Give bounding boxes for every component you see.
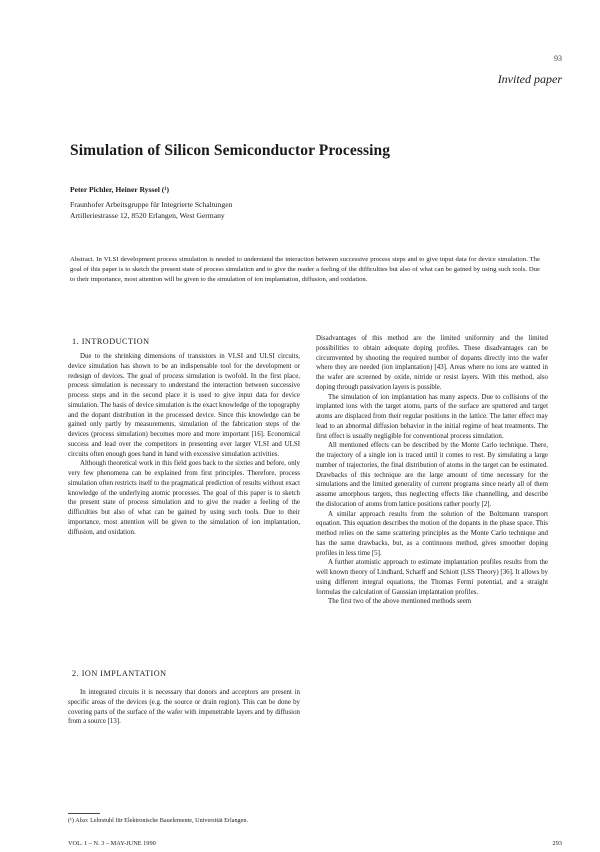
right-column [316,334,548,607]
article-type-label: Invited paper [497,72,562,86]
left-column-intro [68,352,300,537]
affiliation-line-1: Fraunhofer Arbeitsgruppe für Integrierte Schaltungen [70,200,233,209]
right-paragraph-3: All mentioned effects can be described by the Monte Carlo technique. There, the trajectory of a single ion is traced until it comes to rest. By simulating a large number of trajectories, the final distribution of atoms in the target can be estimated. Drawbacks of this technique are the large amount of time necessary for the simulations and the limited generality of current programs since nearly all of them assume amorphous targets, thus neglecting effects like channelling, and describe the dislocation of atoms from lattice positions rather poorly [2]. [316,442,548,508]
ion-paragraph-1: In integrated circuits it is necessary that donors and acceptors are present in specific areas of the devices (e.g. the source or drain region). This can be done by covering parts of the surface of the wafer with impenetrable layers and by diffusion from a source [13]. [68,689,300,726]
journal-issue-footer: VOL. 1 – N. 3 – MAY-JUNE 1990 [68,840,156,847]
right-paragraph-2: The simulation of ion implantation has many aspects. Due to collisions of the implanted ions with the target atoms, parts of the surface are sputtered and target atoms are displaced from their regular positions in the lattice. The latter effect may lead to an abnormal diffusion behavior in the initial regime of heat treatments. The first effect is usually negligible for conventional process simulation. [316,393,548,440]
right-paragraph-6: The first two of the above mentioned methods seem [328,598,472,606]
intro-paragraph-2: Although theoretical work in this field goes back to the sixties and before, only very few phenomena can be explained from first principles. Therefore, process simulation often restricts itself to the pragmatical prediction of results without exact knowledge of the underlying atomic processes. The goal of this paper is to sketch the present state of process simulation and to give the reader a feeling of the difficulties but also of what can be gained by using such tools. Due to their importance, most attention will be given to the simulation of ion implantation, diffusion, and oxidation. [68,460,300,536]
left-column-ion [68,688,300,727]
section-heading-ion-implantation: 2. ION IMPLANTATION [72,669,167,678]
abstract: Abstract. In VLSI development process simulation is needed to understand the interaction between successive process steps and to give input data for device simulation. The goal of this paper is to sketch the present state of process simulation and to give the reader a feeling of the difficulties but also of what can be gained by using such tools. Due to their importance, most attention will be given to the simulation of ion implantation, diffusion, and oxidation. [70,256,540,283]
right-paragraph-5: A further atomistic approach to estimate implantation profiles results from the well known theory of Lindhard, Scharff and Schiott (LSS Theory) [36]. It allows by using different integral equations, the Thomas Fermi potential, and a straight formulas the calculation of Gaussian implantation profiles. [316,559,548,596]
footnote-divider [68,813,100,814]
right-paragraph-1: Disadvantages of this method are the limited uniformity and the limited possibilities to obtain adequate doping profiles. These disadvantages can be circumvented by shooting the required number of dopants directly into the wafer where they are needed (ion implantation) [43]. Areas where no ions are wanted in the wafer are screened by oxide, nitride or resist layers. With this method, also doping through passivation layers is possible. [316,335,548,391]
footnote: (¹) Also: Lehrstuhl für Elektronische Bauelemente, Universität Erlangen. [68,817,249,824]
affiliation-line-2: Artilleriestrasse 12, 8520 Erlangen, West Germany [70,211,225,220]
footer-page-number: 293 [552,840,562,847]
paper-title: Simulation of Silicon Semiconductor Processing [70,142,391,159]
right-paragraph-4: A similar approach results from the solution of the Boltzmann transport equation. This equation describes the motion of the dopants in the phase space. This method relies on the same scattering principles as the Monte Carlo technique and has the same drawbacks, but, as a continuous method, gives smoother doping profiles in less time [5]. [316,510,548,557]
authors: Peter Pichler, Heiner Ryssel (¹) [70,185,170,194]
section-heading-introduction: 1. INTRODUCTION [72,337,150,346]
page-number: 93 [554,54,562,63]
intro-paragraph-1: Due to the shrinking dimensions of transistors in VLSI and ULSI circuits, device simulation has shown to be an indispensable tool for the development or redesign of devices. The goal of process simulation is twofold. In the first place, process simulation is necessary to understand the interaction between successive process steps and in the second place it is used to give input data for device simulation. The basis of device simulation is the exact knowledge of the topography and the dopant distribution in the processed device. Since this knowledge can be gained only partly by measurements, simulation of the fabrication steps of the devices (process simulation) becomes more and more important [16]. Economical success and lead over the competitors in presenting ever larger VLSI and ULSI circuits often enough goes hand in hand with excessive simulation activities. [68,353,300,458]
